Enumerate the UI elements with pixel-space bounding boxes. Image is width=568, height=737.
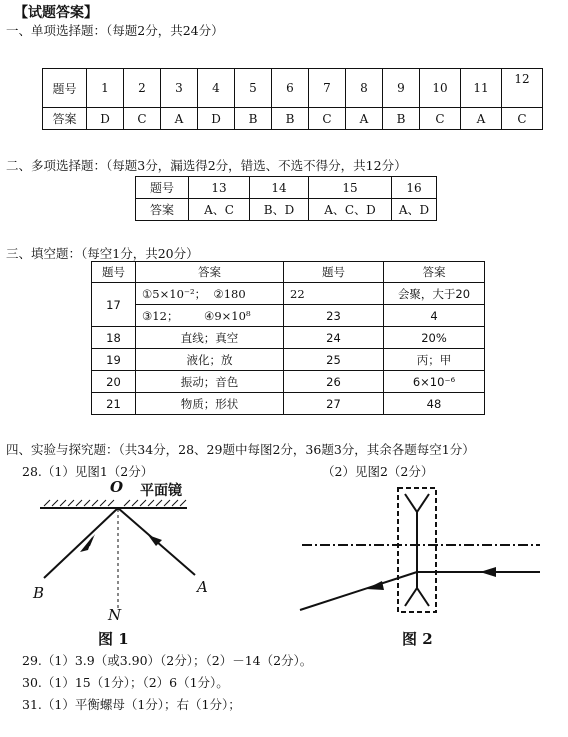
question-number: 19 — [92, 349, 136, 371]
question-number: 26 — [284, 371, 384, 393]
fill-blank-table — [91, 261, 485, 415]
question-number: 5 — [235, 69, 272, 108]
question-number: 10 — [420, 69, 461, 108]
multi-choice-table — [135, 176, 437, 221]
answer-cell — [136, 283, 284, 305]
answer-cell: C — [124, 108, 161, 130]
question-number: 16 — [392, 177, 437, 199]
point-b-label: B — [33, 584, 45, 602]
question-number: 4 — [198, 69, 235, 108]
answer-cell: B — [235, 108, 272, 130]
q28-part2: （2）见图2（2分） — [322, 464, 434, 479]
q31-answer: 31.（1）平衡螺母（1分）；右（1分）； — [22, 697, 241, 712]
answer-cell: 直线；真空 — [136, 327, 284, 349]
point-a-label: A — [197, 578, 208, 596]
answer-cell: D — [87, 108, 124, 130]
answer-cell: A — [461, 108, 502, 130]
arrow-icon — [480, 567, 496, 577]
question-number: 23 — [284, 305, 384, 327]
q28-part1: 28.（1）见图1（2分） — [22, 464, 154, 479]
point-o-label: O — [110, 478, 124, 496]
page-title: 【试题答案】 — [14, 5, 98, 21]
answer-part: ④9×10⁸ — [204, 308, 251, 323]
question-number: 1 — [87, 69, 124, 108]
figure-1-reflection-diagram — [30, 480, 230, 650]
answer-cell: 20% — [384, 327, 485, 349]
answer-cell: C — [502, 108, 543, 130]
figure-1-caption: 图 1 — [98, 630, 129, 648]
section3-heading: 三、填空题：（每空1分，共20分） — [6, 246, 199, 261]
reflected-ray — [44, 508, 118, 578]
header-cell: 答案 — [136, 262, 284, 283]
answer-cell — [136, 305, 284, 327]
header-cell: 答案 — [384, 262, 485, 283]
answer-cell: 48 — [384, 393, 485, 415]
question-number: 18 — [92, 327, 136, 349]
question-number: 12 — [502, 69, 543, 108]
section4-heading: 四、实验与探究题：（共34分，28、29题中每图2分，36题3分，其余各题每空1分） — [6, 442, 475, 457]
question-number: 22 — [284, 283, 384, 305]
q30-answer: 30.（1）15（1分）；（2）6（1分）。 — [22, 675, 229, 690]
mirror-hatching — [44, 500, 186, 506]
lens-bottom — [405, 588, 429, 606]
q29-answer: 29.（1）3.9（或3.90）（2分）；（2）－14（2分）。 — [22, 653, 313, 668]
question-number: 13 — [189, 177, 250, 199]
normal-n-label: N — [108, 606, 122, 624]
answer-cell: 4 — [384, 305, 485, 327]
header-cell: 题号 — [284, 262, 384, 283]
answer-cell: D — [198, 108, 235, 130]
question-number: 7 — [309, 69, 346, 108]
answer-cell: 会聚，大于20 — [384, 283, 485, 305]
question-number: 9 — [383, 69, 420, 108]
single-choice-table — [42, 68, 543, 130]
answer-part: ③12； — [142, 308, 179, 323]
question-number: 2 — [124, 69, 161, 108]
question-number: 25 — [284, 349, 384, 371]
answer-cell: 液化；放 — [136, 349, 284, 371]
answer-cell: C — [420, 108, 461, 130]
answer-cell: A — [346, 108, 383, 130]
question-number: 21 — [92, 393, 136, 415]
answer-cell: A、C、D — [309, 199, 392, 221]
question-number: 20 — [92, 371, 136, 393]
question-number: 14 — [250, 177, 309, 199]
answer-cell: A、C — [189, 199, 250, 221]
section2-heading: 二、多项选择题：（每题3分，漏选得2分，错选、不选不得分，共12分） — [6, 158, 407, 173]
answer-cell: 丙；甲 — [384, 349, 485, 371]
question-number: 24 — [284, 327, 384, 349]
question-number: 8 — [346, 69, 383, 108]
answer-cell: 物质；形状 — [136, 393, 284, 415]
question-number: 15 — [309, 177, 392, 199]
refracted-ray — [300, 572, 417, 610]
question-number: 11 — [461, 69, 502, 108]
lens-top — [405, 494, 429, 512]
arrow-icon — [366, 581, 384, 590]
answer-cell: A — [161, 108, 198, 130]
row-label-answer: 答案 — [136, 199, 189, 221]
answer-part: ②180 — [213, 286, 246, 301]
answer-cell: B — [272, 108, 309, 130]
answer-cell: 振动；音色 — [136, 371, 284, 393]
mirror-label: 平面镜 — [140, 483, 182, 499]
question-number: 17 — [92, 283, 136, 327]
row-label-number: 题号 — [136, 177, 189, 199]
answer-cell: B、D — [250, 199, 309, 221]
answer-cell: C — [309, 108, 346, 130]
row-label-answer: 答案 — [43, 108, 87, 130]
answer-cell: A、D — [392, 199, 437, 221]
section1-heading: 一、单项选择题：（每题2分，共24分） — [6, 23, 224, 38]
answer-cell: 6×10⁻⁶ — [384, 371, 485, 393]
question-number: 27 — [284, 393, 384, 415]
figure-2-caption: 图 2 — [402, 630, 433, 648]
figure-2-lens-diagram — [290, 482, 552, 620]
answer-part: ①5×10⁻²； — [142, 286, 207, 301]
header-cell: 题号 — [92, 262, 136, 283]
row-label-number: 题号 — [43, 69, 87, 108]
answer-cell: B — [383, 108, 420, 130]
question-number: 6 — [272, 69, 309, 108]
question-number: 3 — [161, 69, 198, 108]
